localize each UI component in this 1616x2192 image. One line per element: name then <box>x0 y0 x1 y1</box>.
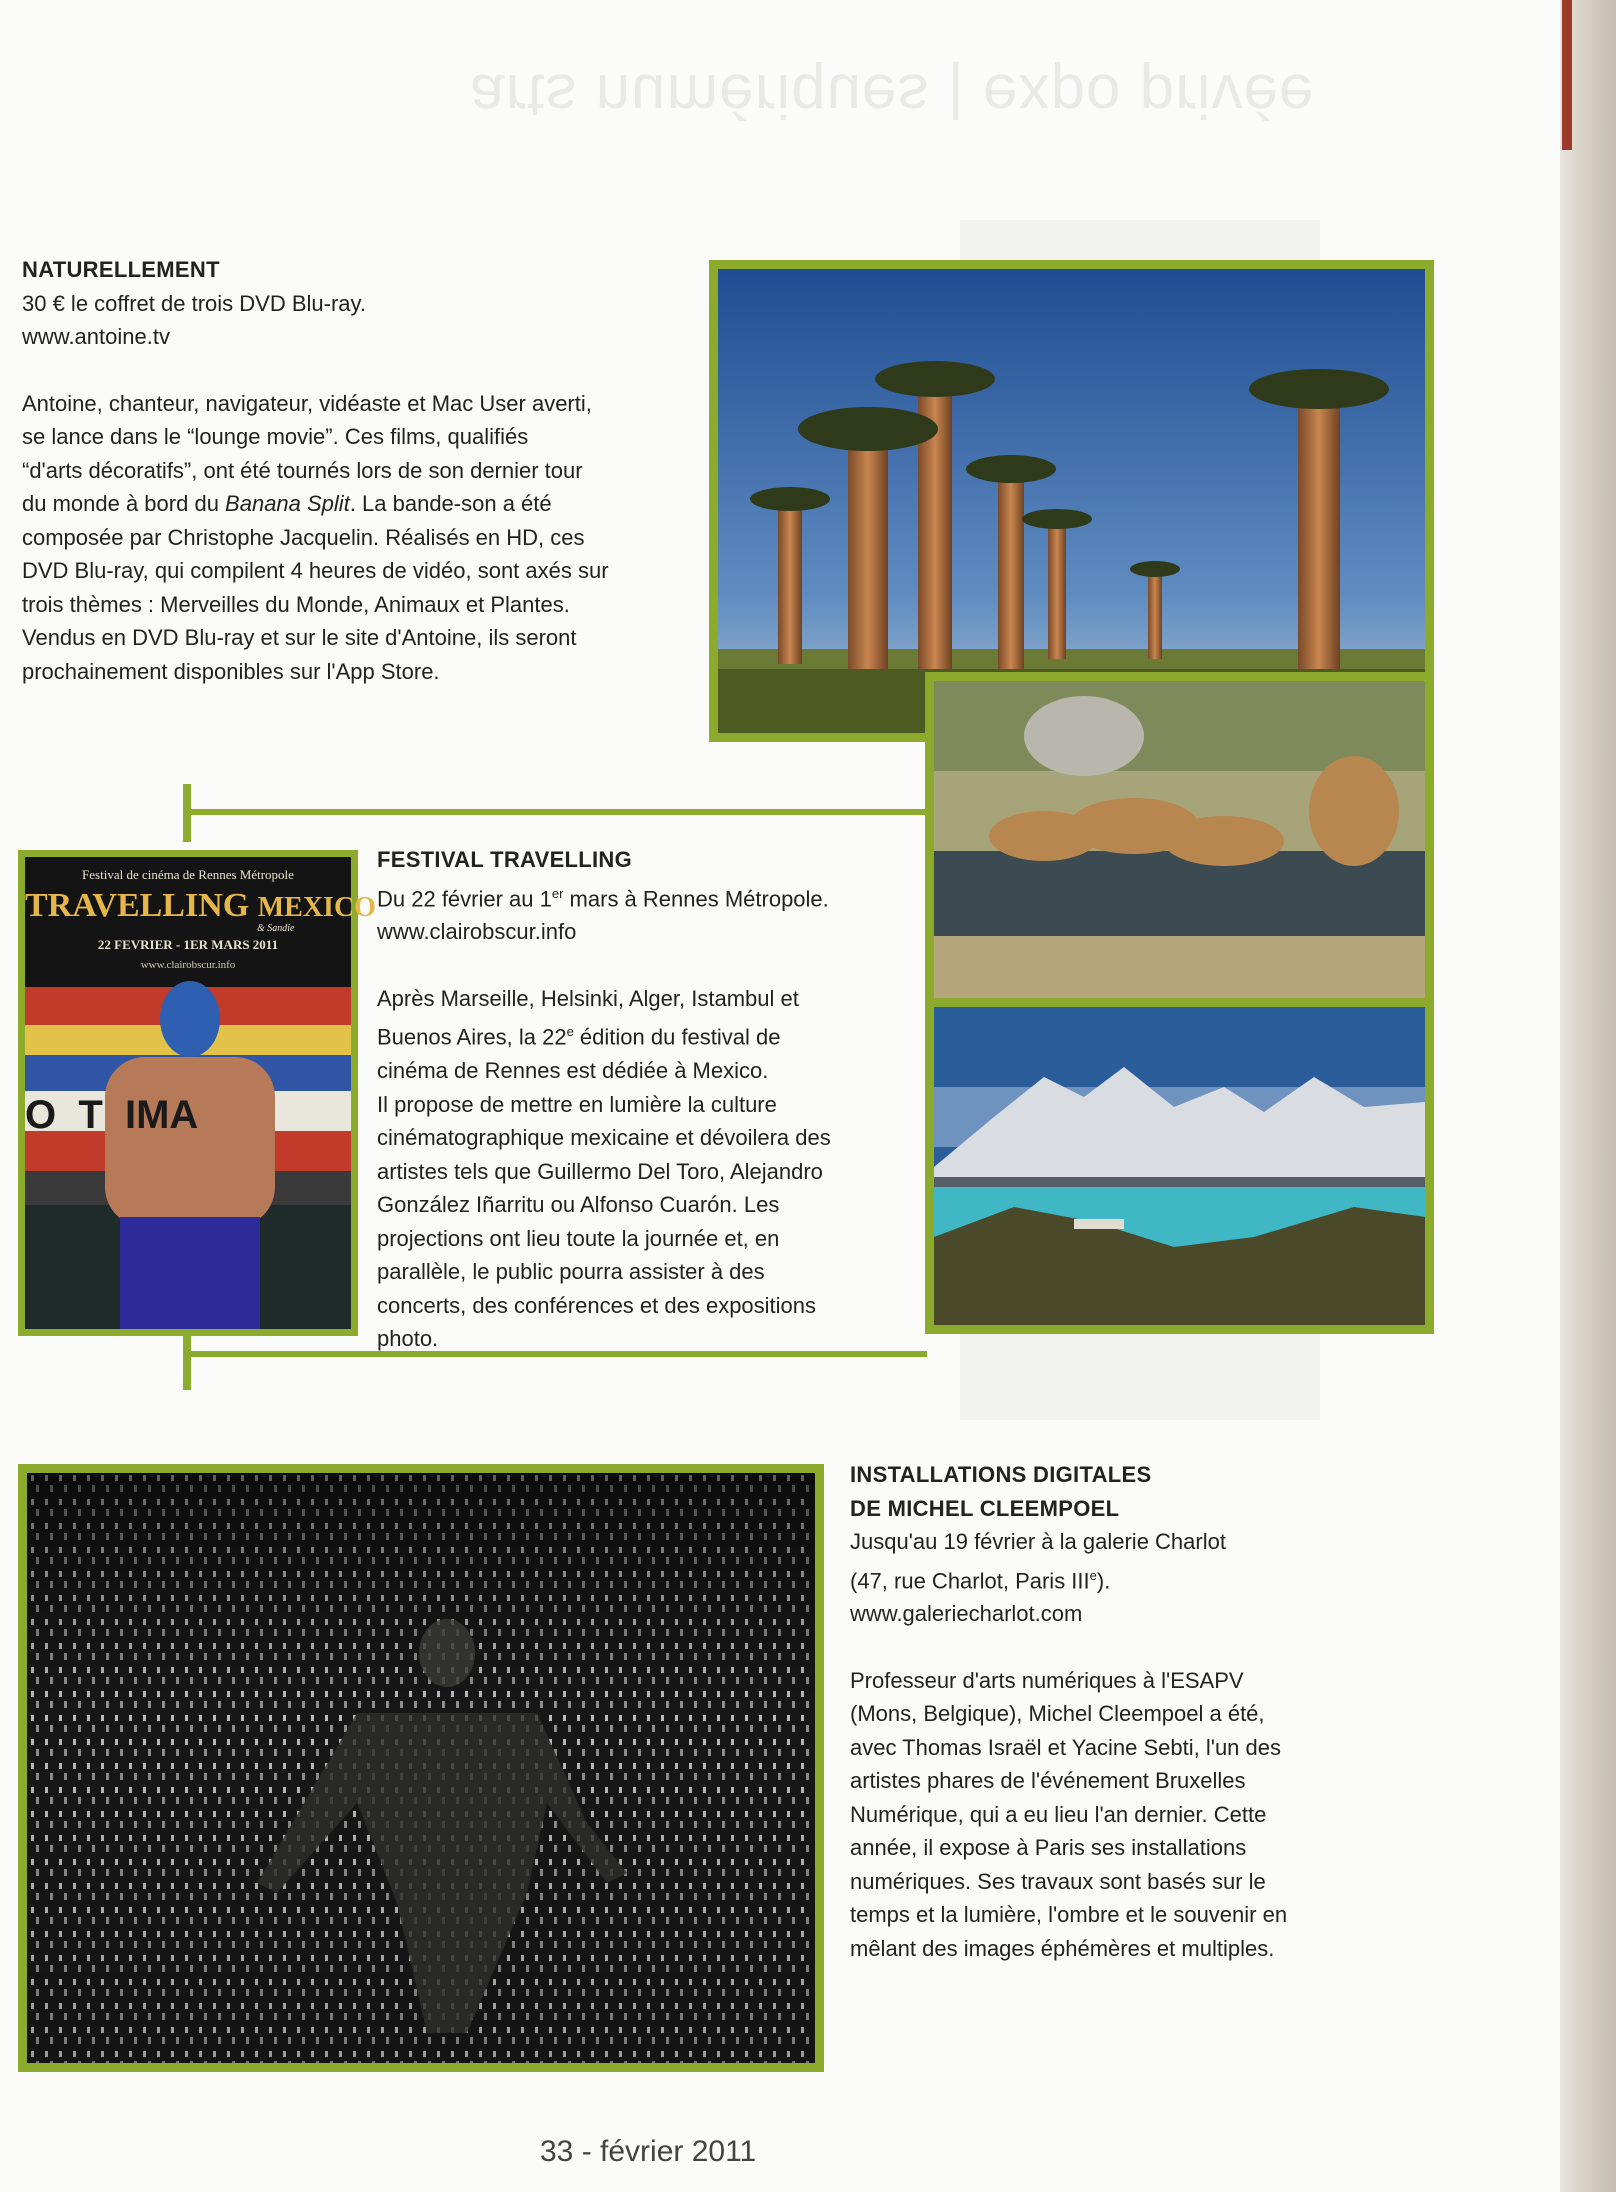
baobab-illustration <box>718 269 1425 733</box>
body-line: (Mons, Belgique), Michel Cleempoel a été, <box>850 1701 1265 1727</box>
article-title: FESTIVAL TRAVELLING <box>377 847 633 872</box>
body-line: photo. <box>377 1326 439 1352</box>
article-body <box>377 982 937 1356</box>
article-title: DE MICHEL CLEEMPOEL <box>850 1495 1120 1521</box>
body-line: temps et la lumière, l'ombre et le souvenir en <box>850 1902 1288 1928</box>
body-line: DVD Blu-ray, qui compilent 4 heures de vidéo, sont axés sur <box>22 558 609 583</box>
installation-illustration <box>27 1473 815 2063</box>
article-url[interactable]: www.antoine.tv <box>22 324 170 349</box>
poster-rug-text: O T IMA <box>25 1093 199 1137</box>
article-naturellement <box>22 253 702 688</box>
article-body <box>850 1664 1410 1966</box>
body-line: concerts, des conférences et des expositions <box>377 1292 817 1318</box>
poster-headline-a: TRAVELLING <box>25 887 250 924</box>
connector-line <box>183 809 925 815</box>
body-text: Buenos Aires, la 22 <box>377 1024 567 1050</box>
article-title: NATURELLEMENT <box>22 257 220 282</box>
dates-sup: er <box>551 885 564 901</box>
body-line: cinéma de Rennes est dédiée à Mexico. <box>377 1058 769 1084</box>
body-line: composée par Christophe Jacquelin. Réalisés en HD, ces <box>22 524 585 550</box>
article-url[interactable]: www.clairobscur.info <box>377 919 577 945</box>
edge-tab <box>1562 0 1572 150</box>
body-line: avec Thomas Israël et Yacine Sebti, l'un des <box>850 1734 1281 1760</box>
venue-text: (47, rue Charlot, Paris III <box>850 1567 1090 1593</box>
body-line: Il propose de mettre en lumière la culture <box>377 1091 777 1117</box>
article-venue: Jusqu'au 19 février à la galerie Charlot <box>850 1529 1226 1554</box>
article-body <box>22 387 702 689</box>
body-line: trois thèmes : Merveilles du Monde, Animaux et Plantes. <box>22 591 570 617</box>
dates-text: Du 22 février au 1 <box>377 885 552 911</box>
body-line: Numérique, qui a eu lieu l'an dernier. Cette <box>850 1801 1267 1827</box>
poster-url: www.clairobscur.info <box>140 959 236 971</box>
body-line: cinématographique mexicaine et dévoilera des <box>377 1125 831 1151</box>
body-line: artistes tels que Guillermo Del Toro, Alejandro <box>377 1158 823 1184</box>
dates-text: mars à Rennes Métropole. <box>563 885 829 911</box>
body-line <box>377 1015 937 1054</box>
body-line: Antoine, chanteur, navigateur, vidéaste et Mac User averti, <box>22 390 592 416</box>
body-line: numériques. Ses travaux sont basés sur le <box>850 1868 1266 1894</box>
body-sup: e <box>566 1024 574 1040</box>
article-festival <box>377 843 937 1356</box>
poster-headline <box>25 887 376 925</box>
lions-illustration <box>934 681 1425 999</box>
festival-poster <box>18 850 376 1336</box>
article-venue <box>850 1559 1410 1598</box>
article-title: INSTALLATIONS DIGITALES <box>850 1462 1152 1487</box>
body-line <box>22 487 702 521</box>
body-text: du monde à bord du <box>22 491 226 516</box>
article-price: 30 € le coffret de trois DVD Blu-ray. <box>22 290 366 316</box>
baobab-photo <box>709 260 1434 742</box>
body-line: projections ont lieu toute la journée et, en <box>377 1225 780 1251</box>
page-gutter <box>1560 0 1616 2192</box>
poster-top-line: Festival de cinéma de Rennes Métropole <box>82 867 294 882</box>
lake-illustration <box>934 1007 1425 1325</box>
body-text: édition du festival de <box>573 1024 781 1050</box>
show-through-heading: arts numériques | expo privée <box>470 61 1315 130</box>
article-installations <box>850 1458 1410 1965</box>
poster-tag: & Sandie <box>257 923 295 934</box>
page-folio: 33 - février 2011 <box>540 2135 757 2168</box>
venue-sup: e <box>1089 1567 1097 1583</box>
body-line: Professeur d'arts numériques à l'ESAPV <box>850 1667 1244 1693</box>
poster-headline-b: MEXICO <box>257 892 376 923</box>
installation-photo <box>18 1464 824 2072</box>
venue-text: ). <box>1096 1567 1111 1593</box>
lake-photo <box>925 998 1434 1334</box>
body-line: Après Marseille, Helsinki, Alger, Istambul et <box>377 985 799 1011</box>
body-line: mêlant des images éphémères et multiples. <box>850 1935 1275 1961</box>
body-text: . La bande-son a été <box>349 491 552 516</box>
connector-line <box>183 1336 191 1390</box>
body-line: prochainement disponibles sur l'App Store. <box>22 658 440 684</box>
body-line: parallèle, le public pourra assister à des <box>377 1259 765 1285</box>
body-line: se lance dans le “lounge movie”. Ces films, qualifiés <box>22 424 529 449</box>
body-line: artistes phares de l'événement Bruxelles <box>850 1768 1246 1794</box>
body-line: González Iñarritu ou Alfonso Cuarón. Les <box>377 1192 780 1218</box>
article-dates <box>377 877 937 916</box>
article-url[interactable]: www.galeriecharlot.com <box>850 1601 1083 1627</box>
body-line: Vendus en DVD Blu-ray et sur le site d'Antoine, ils seront <box>22 625 577 650</box>
boat-name: Banana Split <box>225 491 350 516</box>
body-line: année, il expose à Paris ses installations <box>850 1835 1247 1861</box>
lions-photo <box>925 672 1434 1008</box>
body-line: “d'arts décoratifs”, ont été tournés lors de son dernier tour <box>22 457 583 483</box>
poster-dates: 22 FEVRIER - 1ER MARS 2011 <box>97 937 279 952</box>
